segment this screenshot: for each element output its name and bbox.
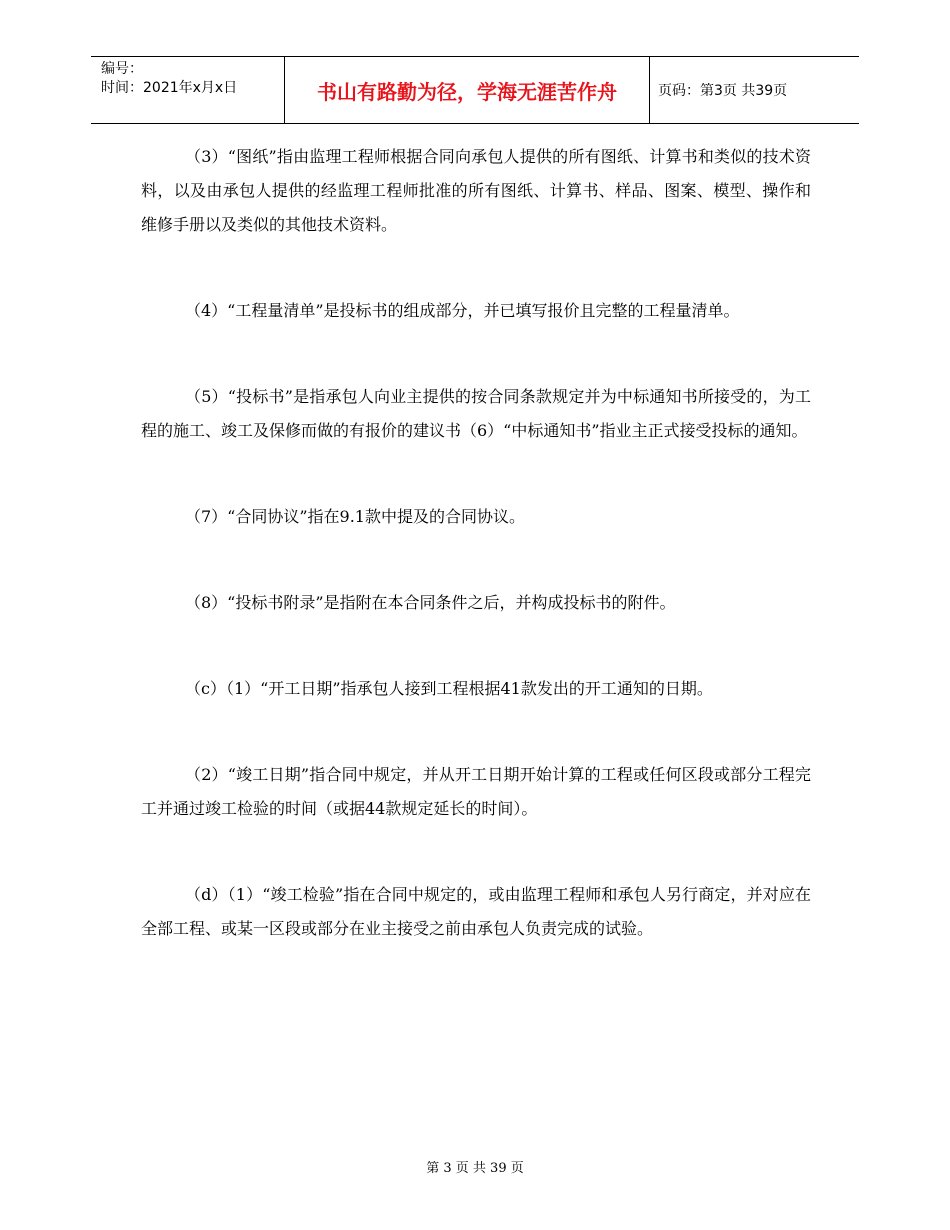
- document-time: 时间：2021年x月x日: [101, 80, 238, 96]
- document-number-label: 编号：: [101, 61, 143, 77]
- paragraph-completion-date: （2）“竣工日期”指合同中规定，并从开工日期开始计算的工程或任何区段或部分工程完工并通过竣工检验的时间（或据44款规定延长的时间）。: [141, 765, 811, 818]
- header-page-info: 页码：第3页 共39页: [658, 83, 788, 99]
- paragraph-tender-appendix: （8）“投标书附录”是指附在本合同条件之后，并构成投标书的附件。: [185, 593, 676, 612]
- page-header: [91, 56, 859, 124]
- paragraph-contract-agreement: （7）“合同协议”指在9.1款中提及的合同协议。: [185, 507, 525, 526]
- header-meta: [91, 57, 285, 123]
- document-body: [141, 140, 811, 998]
- paragraph-drawings: （3）“图纸”指由监理工程师根据合同向承包人提供的所有图纸、计算书和类似的技术资料，以及由承包人提供的经监理工程师批准的所有图纸、计算书、样品、图案、模型、操作和维修手册以及类似的其他技术资料。: [141, 147, 811, 234]
- paragraph-tender: （5）“投标书”是指承包人向业主提供的按合同条款规定并为中标通知书所接受的，为工程的施工、竣工及保修而做的有报价的建议书（6）“中标通知书”指业主正式接受投标的通知。: [141, 387, 811, 440]
- header-motto: 书山有路勤为径，学海无涯苦作舟: [285, 57, 650, 123]
- page-footer: 第 3 页 共 39 页: [426, 1161, 524, 1176]
- paragraph-commencement-date: （c）（1）“开工日期”指承包人接到工程根据41款发出的开工通知的日期。: [185, 679, 713, 698]
- paragraph-bill-of-quantities: （4）“工程量清单”是投标书的组成部分，并已填写报价且完整的工程量清单。: [185, 301, 740, 320]
- paragraph-completion-tests: （d）（1）“竣工检验”指在合同中规定的，或由监理工程师和承包人另行商定，并对应在全部工程、或某一区段或部分在业主接受之前由承包人负责完成的试验。: [141, 885, 811, 938]
